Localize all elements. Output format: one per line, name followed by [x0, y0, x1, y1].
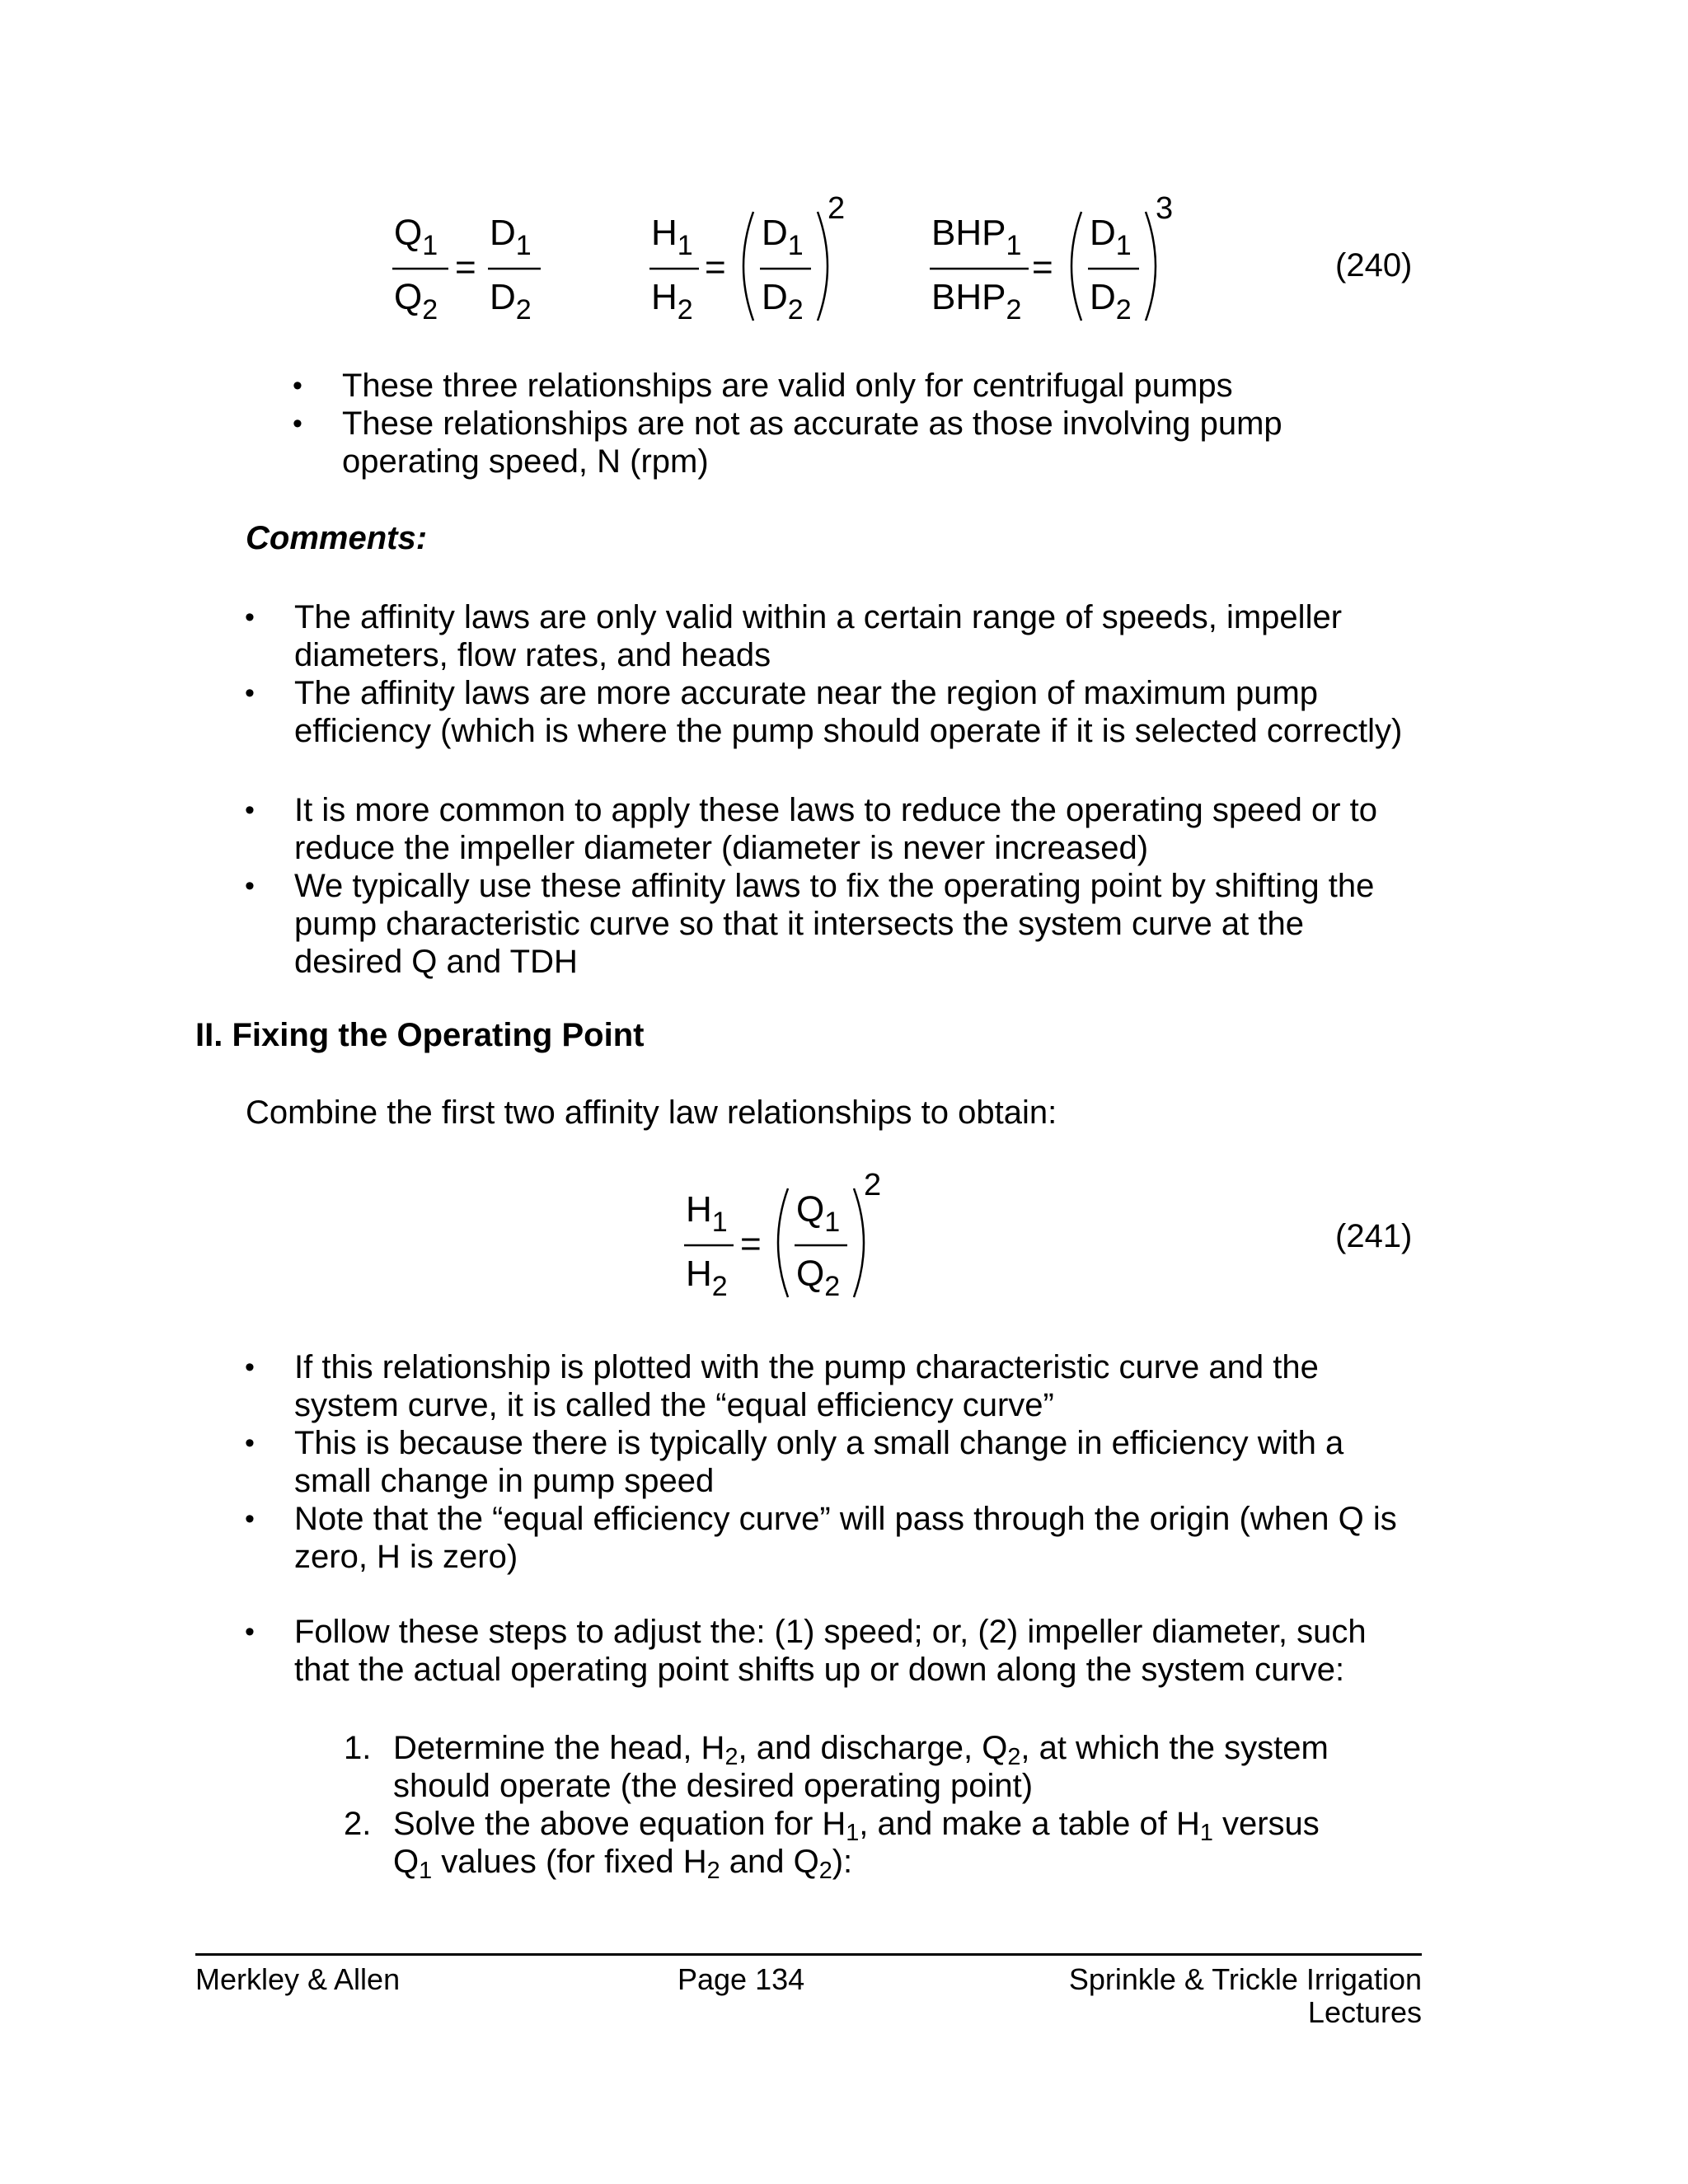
equation-241: [676, 1170, 923, 1315]
eq241-lhs-num: $H_1$: [686, 1189, 728, 1238]
list-item: • The affinity laws are more accurate near the region of maximum pump efficiency (which is where the pump should operate if it is selected correctly): [294, 674, 1415, 750]
eq241-power: 2: [864, 1170, 882, 1202]
list-item: • These three relationships are valid only for centrifugal pumps: [342, 367, 1356, 405]
comments-list-2: [294, 791, 1415, 981]
eq240-p3-lhs-num: $BHP_1$: [931, 213, 1022, 261]
comments-heading: Comments:: [246, 520, 428, 556]
left-paren: [778, 1188, 788, 1297]
eq240-p1-rhs-num: $D_1$: [490, 213, 532, 261]
equals-sign: =: [1032, 247, 1053, 288]
steps-intro-list: [294, 1613, 1415, 1689]
section-heading: II. Fixing the Operating Point: [195, 1017, 645, 1053]
step-item: 2. Solve the above equation for $H_1$, and make a table of $H_1$ versus $Q_1$ values (for fixed $H_2$ and $Q_2$):: [344, 1806, 1320, 1885]
eq240-p2-lhs-num: $H_1$: [651, 213, 693, 261]
list-item: • This is because there is typically only a small change in efficiency with a small change in pump speed: [294, 1424, 1415, 1500]
footer-left: Merkley & Allen: [195, 1962, 401, 1996]
right-paren: [818, 212, 828, 321]
eq240-p3-rhs-num: $D_1$: [1090, 213, 1132, 261]
list-item: • Follow these steps to adjust the: (1) speed; or, (2) impeller diameter, such that the actual operating point shifts up or down along the system curve:: [294, 1613, 1415, 1689]
eq241-rhs-num: $Q_1$: [796, 1189, 841, 1238]
comments-list-1: [294, 598, 1415, 750]
eq241-rhs-den: $Q_2$: [796, 1254, 841, 1302]
equation-240: [363, 194, 1220, 338]
equation-number-241: (241): [1335, 1218, 1413, 1254]
eq240-p2-power: 2: [828, 194, 846, 226]
eq241-lhs-den: $H_2$: [686, 1254, 728, 1302]
right-paren: [1146, 212, 1156, 321]
left-paren: [1071, 212, 1081, 321]
equation-240-part-1: [392, 213, 541, 326]
eq240-p3-rhs-den: $D_2$: [1090, 277, 1132, 326]
equation-number-240: (240): [1335, 247, 1413, 284]
footer-center: Page 134: [678, 1962, 805, 1996]
eq240-p1-rhs-den: $D_2$: [490, 277, 532, 326]
step-number: 2.: [344, 1806, 372, 1842]
equation-240-part-3: [930, 194, 1173, 326]
list-item: • It is more common to apply these laws to reduce the operating speed or to reduce the impeller diameter (diameter is never increased): [294, 791, 1415, 867]
equation-240-notes: [342, 367, 1356, 480]
steps-list: [344, 1729, 1349, 1885]
equals-sign: =: [740, 1224, 762, 1264]
equals-sign: =: [455, 247, 476, 288]
eq240-p3-power: 3: [1156, 194, 1174, 226]
eq240-p1-lhs-num: $Q_1$: [394, 213, 438, 261]
eq240-p3-lhs-den: $BHP_2$: [931, 277, 1022, 326]
eq240-p1-lhs-den: $Q_2$: [394, 277, 438, 326]
step-number: 1.: [344, 1730, 372, 1766]
left-paren: [743, 212, 753, 321]
eq240-p2-rhs-den: $D_2$: [762, 277, 804, 326]
list-item: • The affinity laws are only valid within a certain range of speeds, impeller diameters, flow rates, and heads: [294, 598, 1415, 674]
footer-right: Sprinkle & Trickle Irrigation Lectures: [1068, 1962, 1422, 2029]
footer-rule: [195, 1953, 1422, 1956]
list-item: • These relationships are not as accurate as those involving pump operating speed, N (rpm): [342, 405, 1356, 480]
intro-text: Combine the first two affinity law relationships to obtain:: [246, 1094, 1057, 1131]
list-item: • If this relationship is plotted with the pump characteristic curve and the system curve, it is called the “equal efficiency curve”: [294, 1348, 1415, 1424]
equation-240-part-2: [649, 194, 845, 326]
right-paren: [854, 1188, 864, 1297]
list-item: • We typically use these affinity laws to fix the operating point by shifting the pump characteristic curve so that it intersects the system curve at the desired Q and TDH: [294, 867, 1415, 981]
step-item: 1. Determine the head, $H_2$, and discharge, $Q_2$, at which the system should operate (the desired operating point): [344, 1730, 1329, 1804]
equals-sign: =: [705, 247, 726, 288]
list-item: • Note that the “equal efficiency curve” will pass through the origin (when Q is zero, H is zero): [294, 1500, 1415, 1576]
eq240-p2-lhs-den: $H_2$: [651, 277, 693, 326]
eq240-p2-rhs-num: $D_1$: [762, 213, 804, 261]
equation-241-notes: [294, 1348, 1415, 1576]
